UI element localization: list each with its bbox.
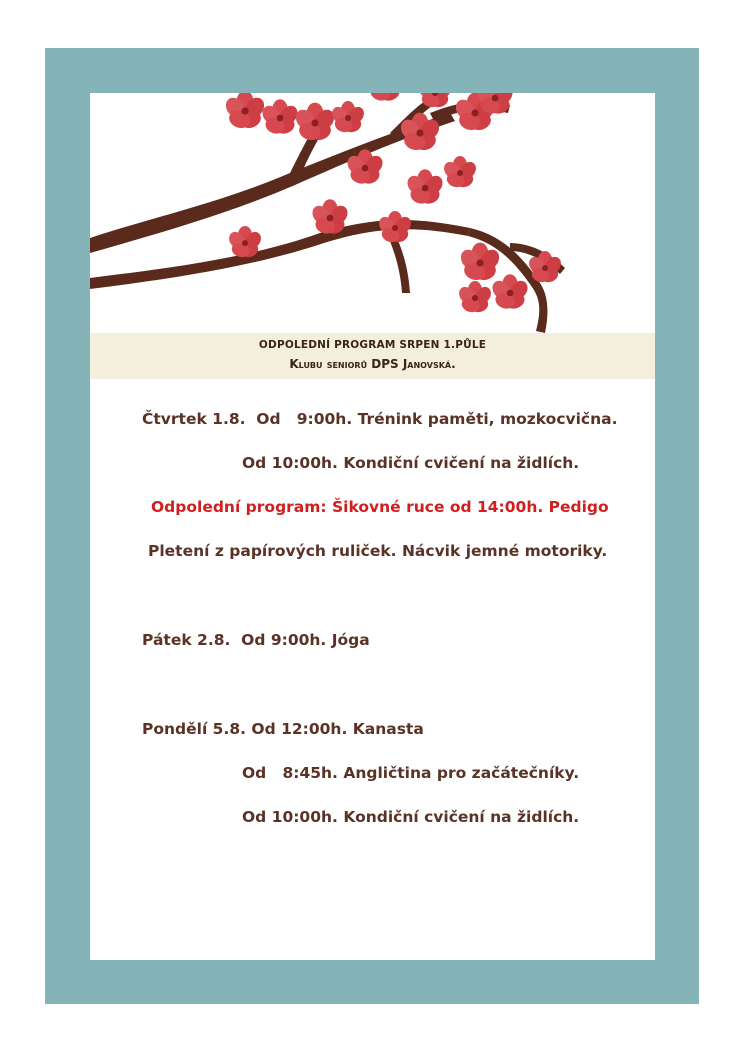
poster-page [90,93,655,960]
schedule-line-highlight: Odpolední program: Šikovné ruce od 14:00h. Pedigo [151,498,609,516]
cherry-blossom-branch-illustration [90,93,655,338]
header-banner [90,333,655,379]
schedule-line: Od 10:00h. Kondiční cvičení na židlích. [242,454,580,472]
schedule-line: Pletení z papírových ruliček. Nácvik jemné motoriky. [148,542,608,560]
schedule-line: Od 10:00h. Kondiční cvičení na židlích. [242,808,580,826]
schedule-line: Pondělí 5.8. Od 12:00h. Kanasta [142,720,424,738]
schedule-line: Čtvrtek 1.8. Od 9:00h. Trénink paměti, mozkocvična. [142,410,618,428]
header-title: ODPOLEDNÍ PROGRAM SRPEN 1.PŮLE [258,339,487,351]
schedule-line: Od 8:45h. Angličtina pro začátečníky. [242,764,580,782]
schedule-line: Pátek 2.8. Od 9:00h. Jóga [142,631,370,649]
header-subtitle: Klubu seniorů DPS Janovská. [289,357,456,371]
